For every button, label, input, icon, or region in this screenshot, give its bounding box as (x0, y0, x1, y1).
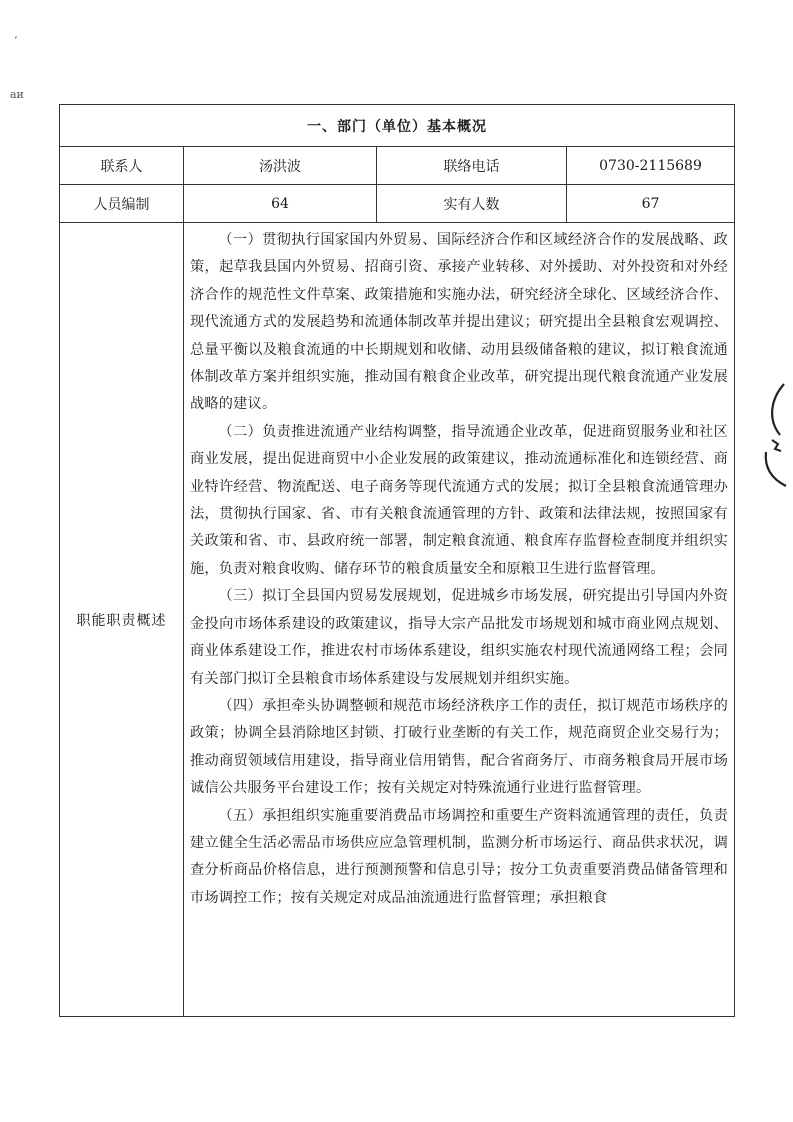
scan-speck: ‘ (14, 34, 18, 47)
phone-value: 0730-2115689 (567, 147, 735, 185)
duty-paragraph: （三）拟订全县国内贸易发展规划，促进城乡市场发展，研究提出引导国内外资金投向市场体系建设的政策建议，指导大宗产品批发市场规划和城市商业网点规划、商业体系建设工作，推进农村市场体系建设，组织实施农村现代流通网络工程；会同有关部门拟订全县粮食市场体系建设与发展规划并组织实施。 (190, 588, 728, 687)
phone-label: 联络电话 (377, 147, 567, 185)
contact-label: 联系人 (60, 147, 184, 185)
department-overview-table (59, 104, 735, 1017)
binding-stamp-mark (760, 380, 790, 490)
staff-quota-value: 64 (184, 185, 377, 223)
duty-paragraph: （一）贯彻执行国家国内外贸易、国际经济合作和区域经济合作的发展战略、政策，起草我县国内外贸易、招商引资、承接产业转移、对外援助、对外投资和对外经济合作的规范性文件草案、政策措施和实施办法，研究经济全球化、区域经济合作、现代流通方式的发展趋势和流通体制改革并提出建议；研究提出全县粮食宏观调控、总量平衡以及粮食流通的中长期规划和收储、动用县级储备粮的建议，拟订粮食流通体制改革方案并组织实施，推动国有粮食企业改革，研究提出现代粮食流通产业发展战略的建议。 (190, 232, 728, 413)
duty-paragraph: （二）负责推进流通产业结构调整，指导流通企业改革，促进商贸服务业和社区商业发展，提出促进商贸中小企业发展的政策建议，推动流通标准化和连锁经营、商业特许经营、物流配送、电子商务等现代流通方式的发展；拟订全县粮食流通管理办法，贯彻执行国家、省、市有关粮食流通管理的方针、政策和法律法规，按照国家有关政策和省、市、县政府统一部署，制定粮食流通、粮食库存监督检查制度并组织实施，负责对粮食收购、储存环节的粮食质量安全和原粮卫生进行监督管理。 (190, 423, 728, 577)
section-title: 一、部门（单位）基本概况 (60, 105, 735, 147)
duty-paragraph: （五）承担组织实施重要消费品市场调控和重要生产资料流通管理的责任，负责建立健全生活必需品市场供应应急管理机制，监测分析市场运行、商品供求状况，调查分析商品价格信息，进行预测预警和信息引导；按分工负责重要消费品储备管理和市场调控工作；按有关规定对成品油流通进行监督管理；承担粮食 (190, 807, 728, 906)
actual-staff-value: 67 (567, 185, 735, 223)
duties-label: 职能职责概述 (60, 223, 184, 1017)
duty-paragraph: （四）承担牵头协调整顿和规范市场经济秩序工作的责任，拟订规范市场秩序的政策；协调全县消除地区封锁、打破行业垄断的有关工作，规范商贸企业交易行为；推动商贸领域信用建设，指导商业信用销售，配合省商务厅、市商务粮食局开展市场诚信公共服务平台建设工作；按有关规定对特殊流通行业进行监督管理。 (190, 697, 728, 797)
duties-content (184, 223, 735, 1017)
scan-speck: аи (10, 88, 24, 101)
staff-quota-label: 人员编制 (60, 185, 184, 223)
contact-value: 汤洪波 (184, 147, 377, 185)
actual-staff-label: 实有人数 (377, 185, 567, 223)
